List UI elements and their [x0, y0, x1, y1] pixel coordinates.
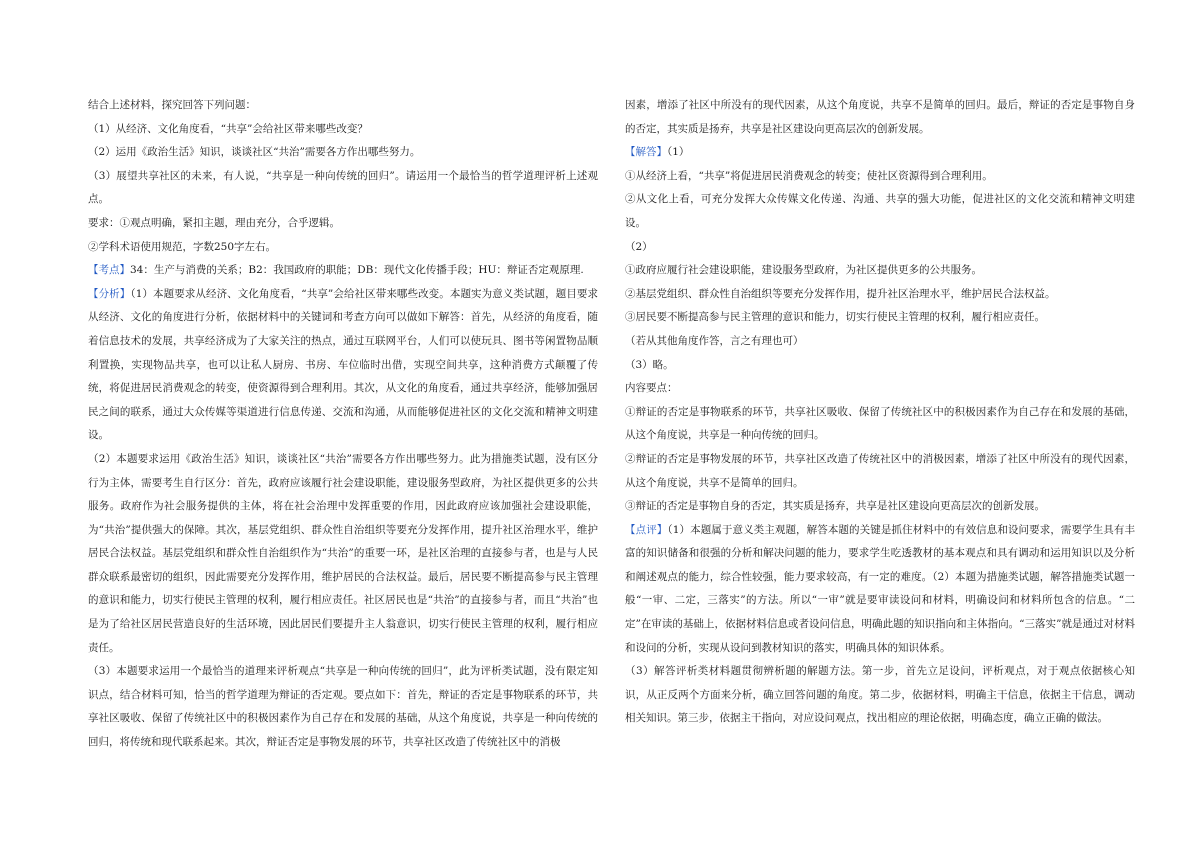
- dianping-paragraph: 【点评】（1）本题属于意义类主观题，解答本题的关键是抓住材料中的有效信息和设问要求，需要学生具有丰富的知识储备和很强的分析和解决问题的能力，要求学生吃透教材的基本观点和具有调动和运用知识以及分析和阐述观点的能力，综合性较强，能力要求较高，有一定的难度。（2）本题为措施类试题，解答措施类试题一般“一审、二定，三落实”的方法。所以“一审”就是要审读设问和材料，明确设问和材料所包含的信息。“二定”在审读的基础上，依据材料信息或者设问信息，明确此题的知识指向和主体指向。“三落实”就是通过对材料和设问的分析，实现从设问到教材知识的落实，明确具体的知识体系。: [625, 523, 1136, 654]
- fenxi-tag: 【分析】: [88, 287, 131, 300]
- paragraph: （2）运用《政治生活》知识，谈谈社区“共治”需要各方作出哪些努力。: [88, 146, 421, 159]
- dianping-tag: 【点评】: [625, 523, 668, 536]
- kaodian-paragraph: 【考点】34：生产与消费的关系；B2：我国政府的职能；DB：现代文化传播手段；HU：辩证否定观原理.: [88, 264, 584, 277]
- paragraph: ①政府应履行社会建设职能，建设服务型政府，为社区提供更多的公共服务。: [625, 264, 982, 277]
- paragraph: （3）展望共享社区的未来，有人说，“共享是一种向传统的回归”。请运用一个最恰当的哲学道理评析上述观点。: [88, 169, 598, 206]
- paragraph: （3）本题要求运用一个最恰当的道理来评析观点“共享是一种向传统的回归”，此为评析类试题，没有限定知识点，结合材料可知，恰当的哲学道理为辩证的否定观。要点如下：首先，辩证的否定是事物联系的环节，共享社区吸收、保留了传统社区中的积极因素作为自己存在和发展的基础，从这个角度说，共享是一种向传统的回归，将传统和现代联系起来。其次，辩证否定是事物发展的环节，共享社区改造了传统社区中的消极: [88, 665, 598, 749]
- left-column: [88, 94, 598, 755]
- jieda-paragraph: 【解答】（1）: [625, 146, 690, 159]
- paragraph: （2）本题要求运用《政治生活》知识，谈谈社区“共治”需要各方作出哪些努力。此为措施类试题，没有区分行为主体，需要考生自行区分：首先，政府应该履行社会建设职能，建设服务型政府，为社区提供更多的公共服务。政府作为社会服务提供的主体，将在社会治理中发挥重要的作用，因此政府应该加强社会建设职能，为“共治”提供强大的保障。其次，基层党组织、群众性自治组织等要充分发挥作用，提升社区治理水平，维护居民合法权益。基层党组织和群众性自治组织作为“共治”的重要一环，是社区治理的直接参与者，也是与人民群众联系最密切的组织，因此需要充分发挥作用，维护居民的合法权益。最后，居民要不断提高参与民主管理的意识和能力，切实行使民主管理的权利，履行相应责任。社区居民也是“共治”的直接参与者，而且“共治”也是为了给社区居民营造良好的生活环境，因此居民们要提升主人翁意识，切实行使民主管理的权利，履行相应责任。: [88, 452, 598, 654]
- paragraph: ①辩证的否定是事物联系的环节，共享社区吸收、保留了传统社区中的积极因素作为自己存在和发展的基础，从这个角度说，共享是一种向传统的回归。: [625, 405, 1135, 442]
- paragraph: ②学科术语使用规范，字数250字左右。: [88, 240, 277, 253]
- paragraph: （1）从经济、文化角度看，“共享”会给社区带来哪些改变？: [88, 122, 368, 135]
- paragraph: （3）略。: [625, 358, 674, 371]
- paragraph: ③辩证的否定是事物自身的否定，其实质是扬弃，共享是社区建设向更高层次的创新发展。: [625, 500, 1045, 513]
- paragraph: 因素，增添了社区中所没有的现代因素，从这个角度说，共享不是简单的回归。最后，辩证的否定是事物自身的否定，其实质是扬弃，共享是社区建设向更高层次的创新发展。: [625, 99, 1135, 135]
- fenxi-paragraph: 【分析】（1）本题要求从经济、文化角度看，“共享”会给社区带来哪些改变。本题实为意义类试题，题目要求从经济、文化的角度进行分析，依据材料中的关键词和考查方向可以做如下解答：首先，从经济的角度看，随着信息技术的发展，共享经济成为了大家关注的热点，通过互联网平台，人们可以使玩具、图书等闲置物品顺利置换，实现物品共享，也可以让私人厨房、书房、车位临时出借，实现空间共享，这种消费方式颠覆了传统，将促进居民消费观念的转变，使资源得到合理利用。其次，从文化的角度看，通过共享经济，能够加强居民之间的联系，通过大众传媒等渠道进行信息传递、交流和沟通，从而能够促进社区的文化交流和精神文明建设。: [88, 287, 598, 442]
- paragraph: （2）: [625, 240, 653, 253]
- paragraph: （若从其他角度作答，言之有理也可）: [625, 334, 804, 347]
- paragraph: 内容要点：: [625, 382, 678, 395]
- paragraph: ②从文化上看，可充分发挥大众传媒文化传递、沟通、共享的强大功能，促进社区的文化交流和精神文明建设。: [625, 193, 1135, 229]
- paragraph: ①从经济上看，“共享”将促进居民消费观念的转变；使社区资源得到合理利用。: [625, 169, 993, 182]
- paragraph: （3）解答评析类材料题贯彻辨析题的解题方法。第一步，首先立足设问，评析观点，对于观点依据核心知识，从正反两个方面来分析，确立回答问题的角度。第二步，依据材料，明确主干信息，依据主干信息，调动相关知识。第三步，依据主干指向，对应设问观点，找出相应的理论依据，明确态度，确立正确的做法。: [625, 665, 1135, 725]
- paragraph: ②基层党组织、群众性自治组织等要充分发挥作用，提升社区治理水平，维护居民合法权益。: [625, 287, 1056, 300]
- paragraph: ③居民要不断提高参与民主管理的意识和能力，切实行使民主管理的权利，履行相应责任。: [625, 311, 1045, 324]
- paragraph: 要求：①观点明确，紧扣主题，理由充分，合乎逻辑。: [88, 216, 340, 229]
- jieda-tag: 【解答】: [625, 146, 667, 159]
- right-column: [625, 94, 1135, 731]
- kaodian-tag: 【考点】: [88, 264, 130, 277]
- paragraph: ②辩证的否定是事物发展的环节，共享社区改造了传统社区中的消极因素，增添了社区中所没有的现代因素，从这个角度说，共享不是简单的回归。: [625, 452, 1135, 489]
- paragraph: 结合上述材料，探究回答下列问题：: [88, 99, 256, 111]
